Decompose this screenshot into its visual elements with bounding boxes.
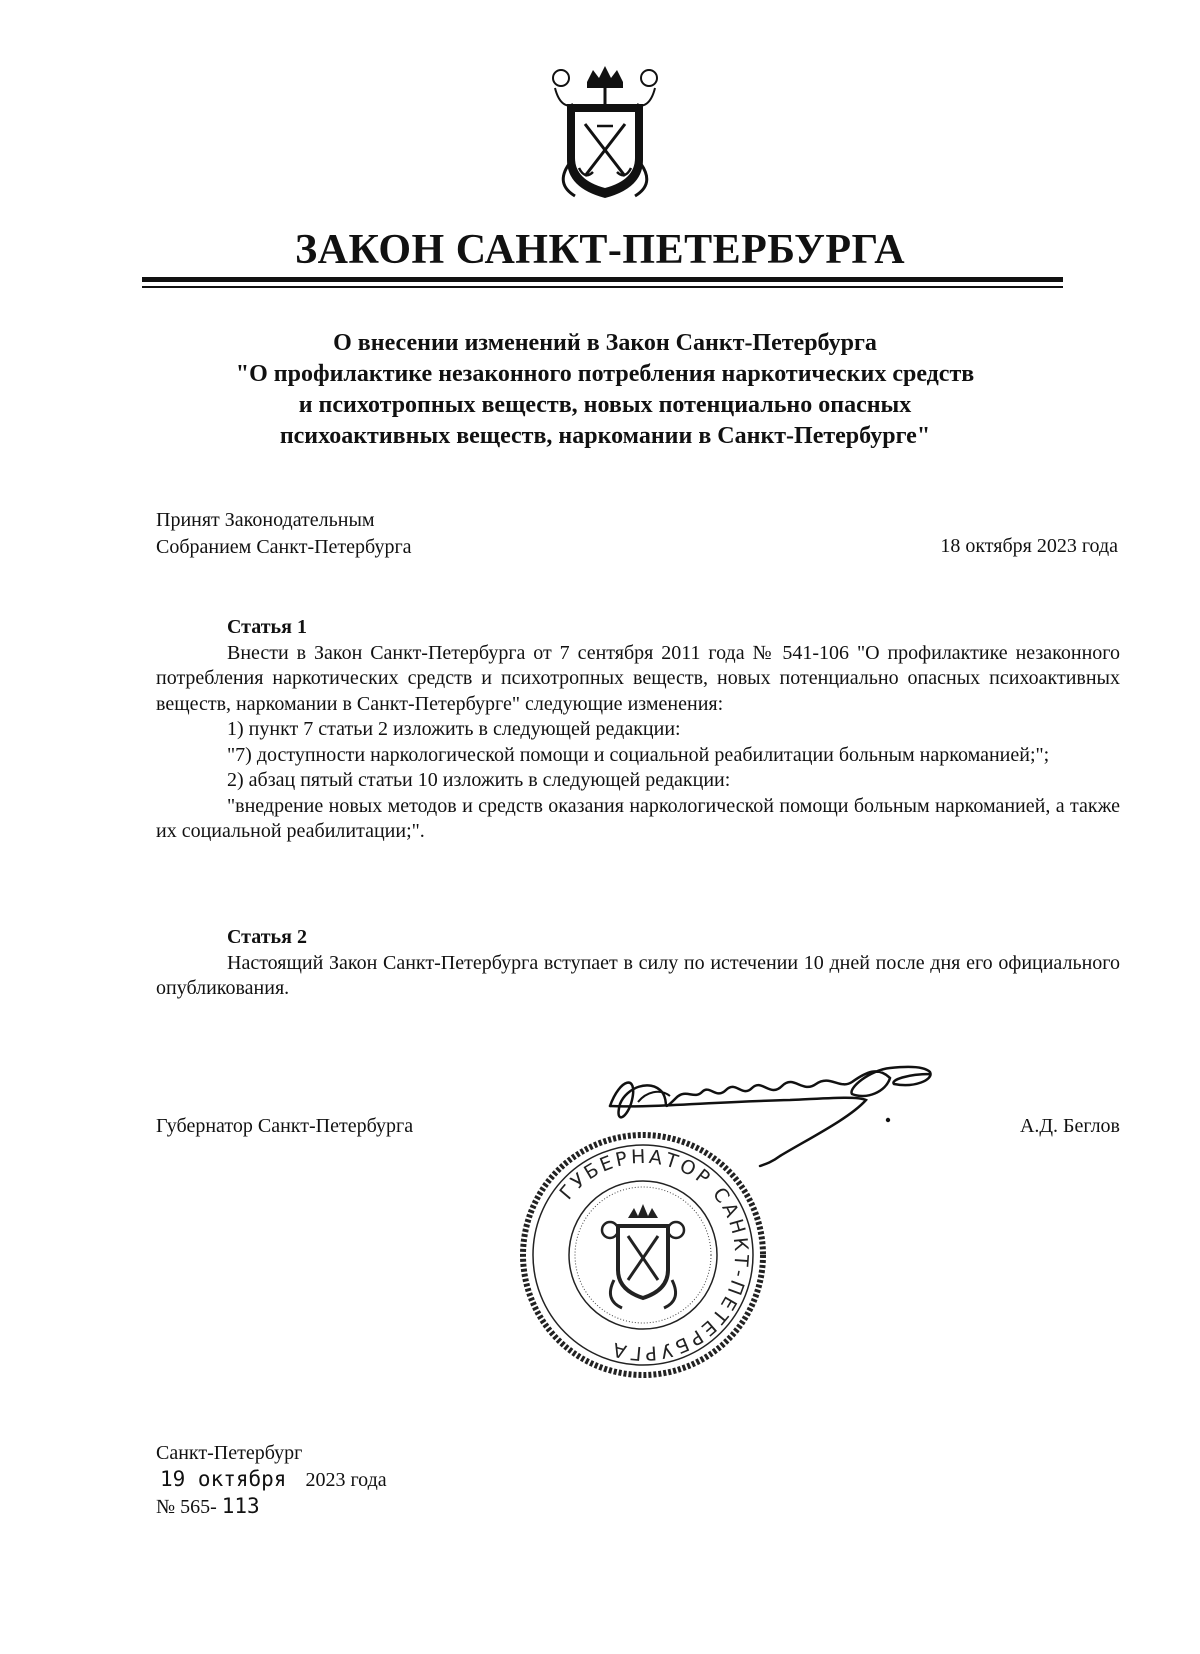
adopted-by — [156, 507, 412, 561]
document-title: ЗАКОН САНКТ-ПЕТЕРБУРГА — [294, 227, 906, 273]
signing-year: 2023 года — [305, 1469, 387, 1491]
place-and-date — [156, 1440, 387, 1520]
article-heading: Статья 2 — [227, 926, 307, 948]
signing-date — [156, 1466, 387, 1493]
article-1 — [156, 615, 1120, 845]
subtitle-line: О внесении изменений в Закон Санкт-Петербурга — [333, 330, 877, 356]
signing-day-month: 19 октября — [160, 1467, 287, 1491]
article-paragraph: "7) доступности наркологической помощи и социальной реабилитации больным наркоманией;"; — [227, 743, 1050, 766]
article-paragraph: 1) пункт 7 статьи 2 изложить в следующей редакции: — [227, 718, 681, 740]
law-number-value: 113 — [221, 1494, 260, 1518]
title-divider-thin — [142, 286, 1063, 288]
article-heading: Статья 1 — [227, 616, 307, 638]
seal-text: ГУБЕРНАТОР САНКТ-ПЕТЕРБУРГА — [555, 1145, 753, 1365]
subtitle-line: и психотропных веществ, новых потенциально опасных — [298, 392, 912, 418]
governor-title: Губернатор Санкт-Петербурга — [156, 1115, 414, 1137]
adopted-line-2: Собранием Санкт-Петербурга — [156, 536, 412, 558]
place-city: Санкт-Петербург — [156, 1442, 303, 1464]
article-paragraph: Внести в Закон Санкт-Петербурга от 7 сентября 2011 года № 541-106 "О профилактике незаконного потребления наркотических средств и психотропных веществ, новых потенциально опасных психоактивных веществ, наркомании в Санкт-Петербурге" следующие изменения: — [156, 641, 1120, 715]
subtitle-line: "О профилактике незаконного потребления наркотических средств — [235, 361, 975, 387]
law-subtitle — [150, 328, 1060, 452]
governor-signature — [590, 1048, 990, 1178]
title-divider-thick — [142, 277, 1063, 282]
law-number-prefix: № 565- — [156, 1496, 217, 1518]
article-paragraph: Настоящий Закон Санкт-Петербурга вступает в силу по истечении 10 дней после дня его официального опубликования. — [156, 951, 1120, 999]
governor-name: А.Д. Беглов — [1019, 1115, 1120, 1137]
article-2 — [156, 925, 1120, 1002]
subtitle-line: психоактивных веществ, наркомании в Санкт-Петербурге" — [279, 423, 931, 449]
article-paragraph: 2) абзац пятый статьи 10 изложить в следующей редакции: — [227, 769, 731, 791]
law-number — [156, 1493, 387, 1520]
adopted-line-1: Принят Законодательным — [156, 509, 375, 531]
adopted-date: 18 октября 2023 года — [940, 535, 1118, 557]
article-paragraph: "внедрение новых методов и средств оказания наркологической помощи больным наркоманией, а также их социальной реабилитации;". — [156, 794, 1120, 842]
coat-of-arms-icon — [545, 64, 665, 204]
